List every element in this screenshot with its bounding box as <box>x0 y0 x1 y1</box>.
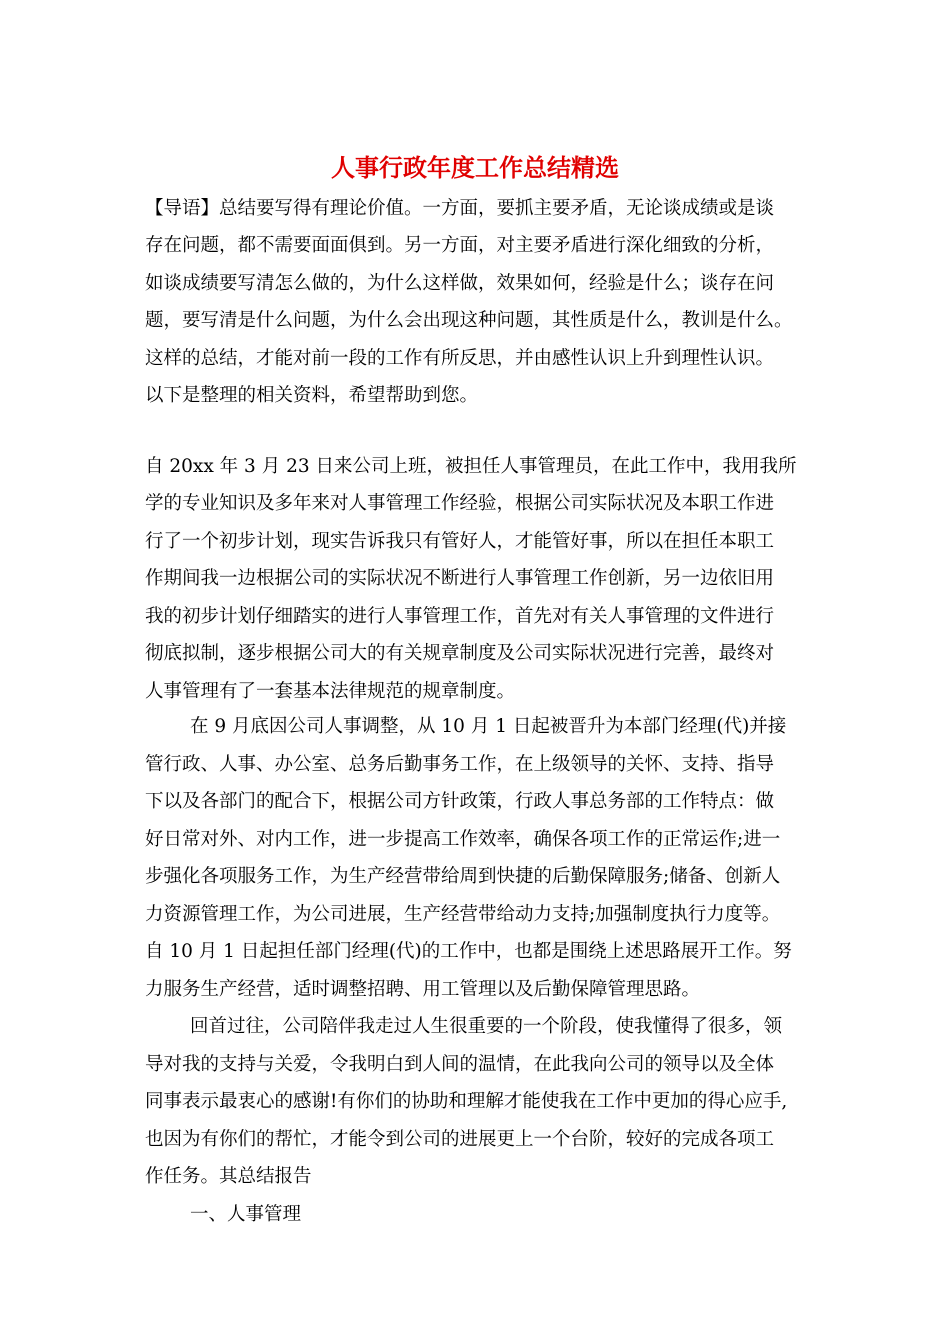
intro-line: 存在问题，都不需要面面俱到。另一方面，对主要矛盾进行深化细致的分析， <box>145 235 775 256</box>
paragraph-line: 同事表示最衷心的感谢!有你们的协助和理解才能使我在工作中更加的得心应手, <box>145 1091 788 1112</box>
paragraph-line: 也因为有你们的帮忙，才能令到公司的进展更上一个台阶，较好的完成各项工 <box>145 1129 775 1150</box>
section-heading: 一、人事管理 <box>190 1204 302 1225</box>
paragraph-line: 力服务生产经营，适时调整招聘、用工管理以及后勤保障管理思路。 <box>145 979 701 1000</box>
paragraph-line: 回首过往，公司陪伴我走过人生很重要的一个阶段，使我懂得了很多，领 <box>190 1016 783 1037</box>
paragraph-line: 在 9 月底因公司人事调整，从 10 月 1 日起被晋升为本部门经理(代)并接 <box>190 716 787 737</box>
paragraph-line: 下以及各部门的配合下，根据公司方针政策，行政人事总务部的工作特点：做 <box>145 791 775 812</box>
paragraph-line: 行了一个初步计划，现实告诉我只有管好人，才能管好事，所以在担任本职工 <box>145 531 775 552</box>
paragraph-line: 导对我的支持与关爱，令我明白到人间的温情，在此我向公司的领导以及全体 <box>145 1054 775 1075</box>
intro-line: 如谈成绩要写清怎么做的，为什么这样做，效果如何，经验是什么；谈存在问 <box>145 273 775 294</box>
paragraph-line: 自 20xx 年 3 月 23 日来公司上班，被担任人事管理员，在此工作中，我用我所 <box>145 456 797 477</box>
paragraph-line: 好日常对外、对内工作，进一步提高工作效率，确保各项工作的正常运作;进一 <box>145 829 781 850</box>
paragraph-line: 力资源管理工作，为公司进展，生产经营带给动力支持;加强制度执行力度等。 <box>145 904 781 925</box>
paragraph-line: 步强化各项服务工作，为生产经营带给周到快捷的后勤保障服务;储备、创新人 <box>145 866 781 887</box>
paragraph-line: 学的专业知识及多年来对人事管理工作经验，根据公司实际状况及本职工作进 <box>145 493 775 514</box>
paragraph-line: 作任务。其总结报告 <box>145 1166 312 1187</box>
paragraph-line: 作期间我一边根据公司的实际状况不断进行人事管理工作创新，另一边依旧用 <box>145 568 775 589</box>
intro-line: 这样的总结，才能对前一段的工作有所反思，并由感性认识上升到理性认识。 <box>145 348 775 369</box>
paragraph-line: 人事管理有了一套基本法律规范的规章制度。 <box>145 681 516 702</box>
intro-line: 题，要写清是什么问题，为什么会出现这种问题，其性质是什么，教训是什么。 <box>145 310 793 331</box>
document-title: 人事行政年度工作总结精选 <box>331 153 619 182</box>
intro-line: 【导语】总结要写得有理论价值。一方面，要抓主要矛盾，无论谈成绩或是谈 <box>145 198 775 219</box>
paragraph-line: 彻底拟制，逐步根据公司大的有关规章制度及公司实际状况进行完善，最终对 <box>145 643 775 664</box>
paragraph-line: 我的初步计划仔细踏实的进行人事管理工作，首先对有关人事管理的文件进行 <box>145 606 775 627</box>
intro-line: 以下是整理的相关资料，希望帮助到您。 <box>145 385 479 406</box>
paragraph-line: 管行政、人事、办公室、总务后勤事务工作，在上级领导的关怀、支持、指导 <box>145 754 775 775</box>
paragraph-line: 自 10 月 1 日起担任部门经理(代)的工作中，也都是围绕上述思路展开工作。努 <box>145 941 792 962</box>
